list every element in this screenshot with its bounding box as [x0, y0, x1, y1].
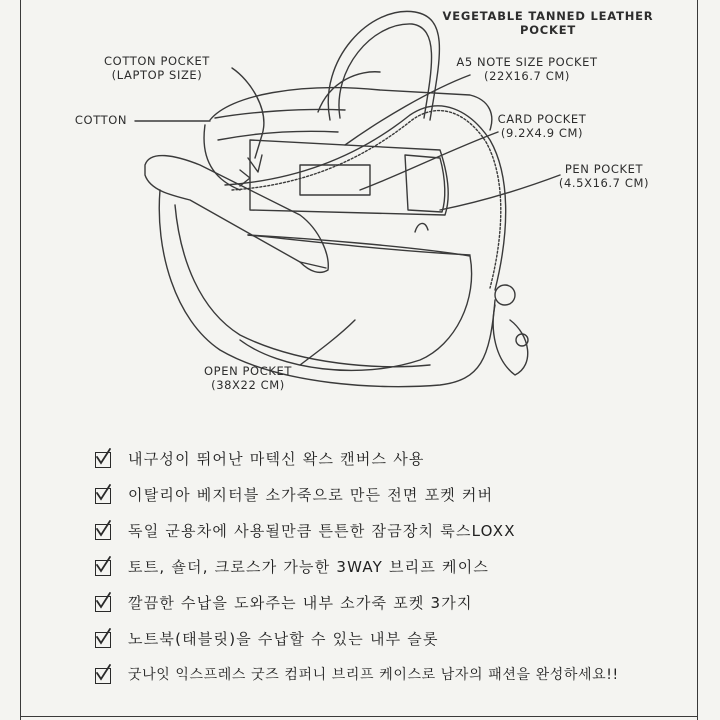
list-item — [92, 620, 682, 656]
checked-box-icon — [92, 555, 114, 577]
pen-pocket-label — [556, 162, 652, 190]
checked-box-icon — [92, 627, 114, 649]
feature-text: 내구성이 뛰어난 마텍신 왁스 캔버스 사용 — [128, 449, 425, 468]
feature-text: 굿나잇 익스프레스 굿즈 컴퍼니 브리프 케이스로 남자의 패션을 완성하세요!! — [128, 667, 619, 683]
checked-box-icon — [92, 519, 114, 541]
leather-pocket-title — [438, 9, 658, 37]
a5-line-2: (22X16.7 CM) — [484, 69, 570, 83]
list-item — [92, 440, 682, 476]
clasp — [495, 285, 515, 305]
leader-card — [360, 132, 498, 190]
cotton-label — [72, 113, 130, 127]
cotton-back-panel — [210, 88, 492, 130]
leader-open-pocket — [300, 320, 355, 365]
open-pocket — [240, 235, 472, 370]
card-line-1: CARD POCKET — [497, 112, 587, 126]
side-strap — [145, 156, 328, 273]
card-line-2: (9.2X4.9 CM) — [500, 126, 584, 140]
frame-bottom-border — [20, 716, 697, 717]
card-pocket-label — [494, 112, 590, 140]
feature-text: 독일 군용차에 사용될만큼 튼튼한 잠금장치 룩스LOXX — [128, 521, 516, 540]
checked-box-icon — [92, 663, 114, 685]
a5-pocket-label — [448, 55, 606, 83]
bag-body — [159, 190, 495, 387]
pen-line-2: (4.5X16.7 CM) — [558, 176, 650, 190]
leader-a5 — [345, 75, 470, 145]
feature-text: 이탈리아 베지터블 소가죽으로 만든 전면 포켓 커버 — [128, 485, 494, 504]
open-line-2: (38X22 CM) — [211, 378, 285, 392]
open-line-1: OPEN POCKET — [204, 364, 292, 378]
feature-text: 노트북(태블릿)을 수납할 수 있는 내부 슬롯 — [128, 629, 439, 648]
pen-line-1: PEN POCKET — [564, 162, 644, 176]
checked-box-icon — [92, 591, 114, 613]
handle — [328, 11, 439, 120]
feature-text: 깔끔한 수납을 도와주는 내부 소가죽 포켓 3가지 — [128, 593, 473, 612]
cotton-pocket-line-1: COTTON POCKET — [104, 54, 210, 68]
list-item — [92, 584, 682, 620]
cotton-pocket-line-2: (LAPTOP SIZE) — [111, 68, 203, 82]
a5-line-1: A5 NOTE SIZE POCKET — [456, 55, 598, 69]
list-item — [92, 548, 682, 584]
title-line-1: VEGETABLE TANNED LEATHER — [442, 9, 654, 23]
list-item — [92, 512, 682, 548]
checked-box-icon — [92, 447, 114, 469]
open-pocket-label — [196, 364, 300, 392]
list-item — [92, 656, 682, 692]
feature-text: 토트, 숄더, 크로스가 가능한 3WAY 브리프 케이스 — [128, 557, 490, 576]
checked-box-icon — [92, 483, 114, 505]
cotton-pocket-label — [95, 54, 219, 82]
pen-pocket — [405, 155, 445, 212]
title-line-2: POCKET — [519, 23, 577, 37]
feature-checklist — [92, 440, 682, 692]
cotton-text: COTTON — [74, 113, 128, 127]
list-item — [92, 476, 682, 512]
